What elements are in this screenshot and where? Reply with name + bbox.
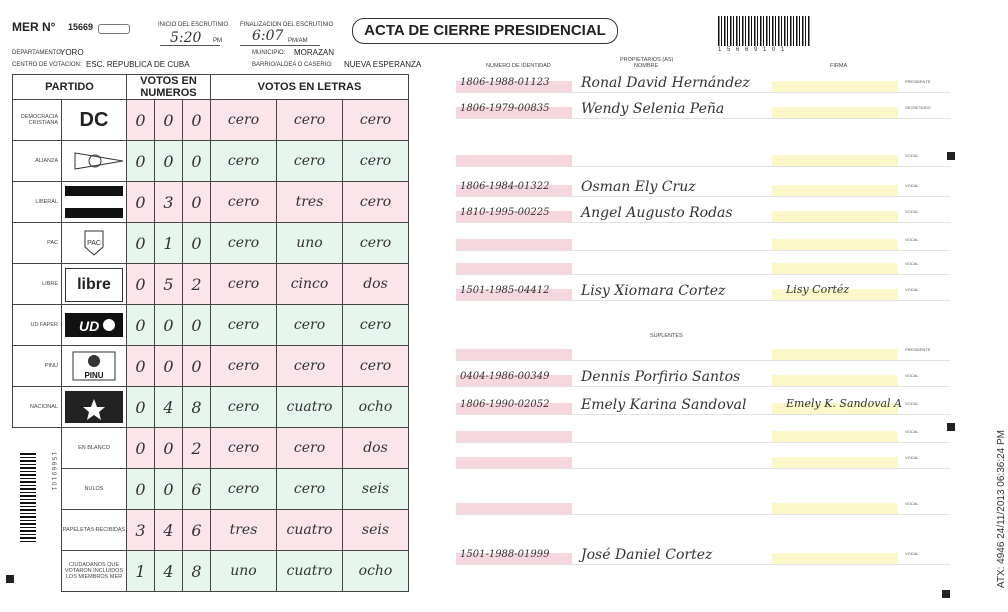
libre-logo: libre (65, 268, 123, 302)
side-barcode-number: 1 5 6 6 9 1 0 1 (50, 452, 56, 491)
member-id: 1501-1988-01999 (460, 549, 550, 560)
summary-label: EN BLANCO (62, 428, 127, 469)
votes-word: cero (277, 305, 343, 346)
member-role: VOCAL (905, 455, 919, 460)
summary-word: dos (343, 428, 409, 469)
party-name: UD FAPER (13, 305, 62, 346)
summary-word: ocho (343, 551, 409, 592)
votes-number-digit: 0 (155, 346, 183, 387)
votes-word: cero (277, 141, 343, 182)
svg-text:UD: UD (79, 318, 100, 334)
votes-word: cero (343, 182, 409, 223)
party-row (13, 100, 409, 141)
party-row (13, 305, 409, 346)
votes-word: cero (343, 100, 409, 141)
votes-word: cuatro (277, 387, 343, 428)
party-row (13, 346, 409, 387)
member-role: VOCAL (905, 209, 919, 214)
votes-number-digit: 0 (183, 182, 211, 223)
summary-word: tres (211, 510, 277, 551)
party-row (13, 141, 409, 182)
votes-word: tres (277, 182, 343, 223)
member-name: Osman Ely Cruz (581, 179, 696, 195)
votes-number-digit: 0 (127, 346, 155, 387)
votes-number-digit: 2 (183, 264, 211, 305)
summary-word: seis (343, 469, 409, 510)
votes-word: cero (211, 264, 277, 305)
member-role: VOCAL (905, 551, 919, 556)
member-signature: Emely K. Sandoval A (786, 397, 902, 410)
liberal-flag-icon (65, 186, 123, 218)
summary-number-digit: 4 (155, 510, 183, 551)
svg-text:PAC: PAC (87, 240, 101, 247)
center-value: ESC. REPUBLICA DE CUBA (86, 60, 190, 69)
member-role: VOCAL (905, 153, 919, 158)
summary-word: cero (211, 469, 277, 510)
party-logo (62, 182, 127, 223)
party-logo (62, 100, 127, 141)
member-signature: Lisy Cortéz (786, 283, 850, 296)
member-role: VOCAL (905, 287, 919, 292)
summary-number-digit: 2 (183, 428, 211, 469)
member-role: VOCAL (905, 237, 919, 242)
barcode (718, 16, 810, 46)
end-time: 6:07 (252, 28, 284, 44)
votes-number-digit: 1 (155, 223, 183, 264)
barrio-label: BARRIO/ALDEA O CASERIO: (252, 62, 333, 68)
end-suffix: PM/AM (288, 38, 308, 44)
votes-number-digit: 0 (155, 100, 183, 141)
party-row (13, 264, 409, 305)
party-name: ALIANZA (13, 141, 62, 182)
votes-word: cero (277, 100, 343, 141)
member-name: Lisy Xiomara Cortez (581, 283, 726, 299)
party-name: LIBRE (13, 264, 62, 305)
summary-word: cero (277, 428, 343, 469)
start-label: INICIO DEL ESCRUTINIO (158, 22, 229, 28)
votes-number-digit: 0 (127, 100, 155, 141)
corner-mark (947, 152, 955, 160)
member-role: PRESIDENTE (905, 79, 931, 84)
votes-number-digit: 8 (183, 387, 211, 428)
summary-label: NULOS (62, 469, 127, 510)
summary-number-digit: 1 (127, 551, 155, 592)
alianza-logo-icon (65, 145, 123, 177)
votes-number-digit: 0 (155, 141, 183, 182)
votes-word: ocho (343, 387, 409, 428)
summary-number-digit: 0 (155, 469, 183, 510)
votes-word: cero (211, 305, 277, 346)
municipality-label: MUNICIPIO: (252, 50, 286, 56)
votes-number-digit: 3 (155, 182, 183, 223)
party-logo (62, 346, 127, 387)
votes-number-digit: 0 (155, 305, 183, 346)
votes-number-digit: 0 (127, 305, 155, 346)
dc-logo: DC (79, 109, 109, 131)
department-value: YORO (60, 48, 84, 57)
summary-label: CIUDADANOS QUE VOTARON INCLUIDOS LOS MIEMBROS MER (62, 551, 127, 592)
party-row (13, 223, 409, 264)
votes-number-digit: 0 (183, 346, 211, 387)
municipality-value: MORAZAN (294, 48, 334, 57)
votes-word: cero (211, 387, 277, 428)
suplentes-label: SUPLENTES (650, 333, 683, 339)
votes-number-digit: 0 (127, 387, 155, 428)
col-party: PARTIDO (13, 75, 127, 100)
nacional-star-icon (65, 391, 123, 423)
member-name: José Daniel Cortez (581, 547, 713, 563)
member-role: VOCAL (905, 261, 919, 266)
summary-word: seis (343, 510, 409, 551)
summary-number-digit: 4 (155, 551, 183, 592)
party-logo (62, 387, 127, 428)
summary-row (13, 551, 409, 592)
member-name: Angel Augusto Rodas (581, 205, 733, 221)
votes-word: cinco (277, 264, 343, 305)
party-logo (62, 141, 127, 182)
votes-word: cero (211, 182, 277, 223)
party-logo (62, 305, 127, 346)
corner-mark (947, 423, 955, 431)
votes-number-digit: 0 (127, 141, 155, 182)
head-name: NOMBRE (634, 63, 659, 69)
votes-number-digit: 5 (155, 264, 183, 305)
party-logo (62, 264, 127, 305)
votes-word: cero (211, 141, 277, 182)
votes-word: cero (277, 346, 343, 387)
pac-shield-icon (65, 227, 123, 259)
barcode-number: 1 5 6 6 9 1 0 1 (718, 47, 787, 53)
member-name: Wendy Selenia Peña (581, 101, 725, 117)
member-role: PRESIDENTE (905, 347, 931, 352)
head-sign: FIRMA (830, 63, 848, 69)
member-name: Emely Karina Sandoval (581, 397, 747, 413)
votes-word: cero (211, 346, 277, 387)
summary-row (13, 428, 409, 469)
summary-number-digit: 8 (183, 551, 211, 592)
votes-word: cero (211, 100, 277, 141)
summary-number-digit: 3 (127, 510, 155, 551)
member-name: Dennis Porfirio Santos (581, 369, 741, 385)
corner-mark (942, 590, 950, 598)
summary-word: uno (211, 551, 277, 592)
ud-faper-logo-icon (65, 309, 123, 341)
center-label: CENTRO DE VOTACION: (12, 62, 82, 68)
party-name: NACIONAL (13, 387, 62, 428)
votes-word: cero (211, 223, 277, 264)
mer-label: MER N° (12, 20, 56, 34)
side-barcode (20, 453, 36, 543)
member-role: SECRETARIO (905, 105, 931, 110)
tse-logo-icon (98, 24, 130, 34)
votes-word: cero (343, 141, 409, 182)
member-name: Ronal David Hernández (581, 75, 750, 91)
department-label: DEPARTAMENTO: (12, 50, 63, 56)
summary-word: cuatro (277, 510, 343, 551)
member-id: 1806-1984-01322 (460, 181, 550, 192)
member-role: VOCAL (905, 501, 919, 506)
votes-word: uno (277, 223, 343, 264)
member-id: 1806-1990-02052 (460, 399, 550, 410)
summary-word: cuatro (277, 551, 343, 592)
votes-word: cero (343, 346, 409, 387)
member-id: 1806-1988-01123 (460, 77, 550, 88)
summary-number-digit: 6 (183, 510, 211, 551)
votes-table (12, 74, 409, 592)
member-role: VOCAL (905, 401, 919, 406)
member-id: 1806-1979-00835 (460, 103, 550, 114)
party-name: PINU (13, 346, 62, 387)
party-logo (62, 223, 127, 264)
summary-number-digit: 0 (127, 469, 155, 510)
party-row (13, 182, 409, 223)
votes-number-digit: 0 (183, 305, 211, 346)
pinu-logo-icon (65, 350, 123, 382)
votes-word: cero (343, 223, 409, 264)
end-label: FINALIZACION DEL ESCRUTINIO (240, 22, 334, 28)
svg-text:PINU: PINU (84, 371, 104, 380)
corner-mark (6, 575, 14, 583)
member-role: VOCAL (905, 183, 919, 188)
start-suffix: PM (213, 38, 222, 44)
votes-number-digit: 0 (127, 182, 155, 223)
votes-number-digit: 0 (183, 141, 211, 182)
head-id: NUMERO DE IDENTIDAD (486, 63, 551, 69)
summary-row (13, 510, 409, 551)
barrio-value: NUEVA ESPERANZA (344, 60, 422, 69)
head-owners: PROPIETARIOS (AS) (620, 57, 674, 63)
atx-stamp: ATX: 4946 24/11/2013 06:36:24 PM (996, 430, 1007, 589)
summary-number-digit: 0 (127, 428, 155, 469)
votes-word: dos (343, 264, 409, 305)
summary-word: cero (277, 469, 343, 510)
party-name: LIBERAL (13, 182, 62, 223)
summary-number-digit: 6 (183, 469, 211, 510)
document-title: ACTA DE CIERRE PRESIDENCIAL (352, 18, 618, 44)
summary-row (13, 469, 409, 510)
col-letters: VOTOS EN LETRAS (211, 75, 409, 100)
member-id: 1501-1985-04412 (460, 285, 550, 296)
summary-number-digit: 0 (155, 428, 183, 469)
summary-label: PAPELETAS RECIBIDAS (62, 510, 127, 551)
start-time: 5:20 (170, 30, 202, 46)
summary-word: cero (211, 428, 277, 469)
member-id: 0404-1986-00349 (460, 371, 550, 382)
votes-word: cero (343, 305, 409, 346)
member-role: VOCAL (905, 429, 919, 434)
party-name: PAC (13, 223, 62, 264)
votes-number-digit: 0 (127, 264, 155, 305)
votes-number-digit: 4 (155, 387, 183, 428)
votes-number-digit: 0 (183, 100, 211, 141)
votes-number-digit: 0 (183, 223, 211, 264)
col-numbers: VOTOS EN NUMEROS (127, 75, 211, 100)
party-name: DEMOCRACIA CRISTIANA (13, 100, 62, 141)
member-id: 1810-1995-00225 (460, 207, 550, 218)
member-role: VOCAL (905, 373, 919, 378)
party-row (13, 387, 409, 428)
votes-number-digit: 0 (127, 223, 155, 264)
mer-number: 15669 (68, 22, 94, 32)
